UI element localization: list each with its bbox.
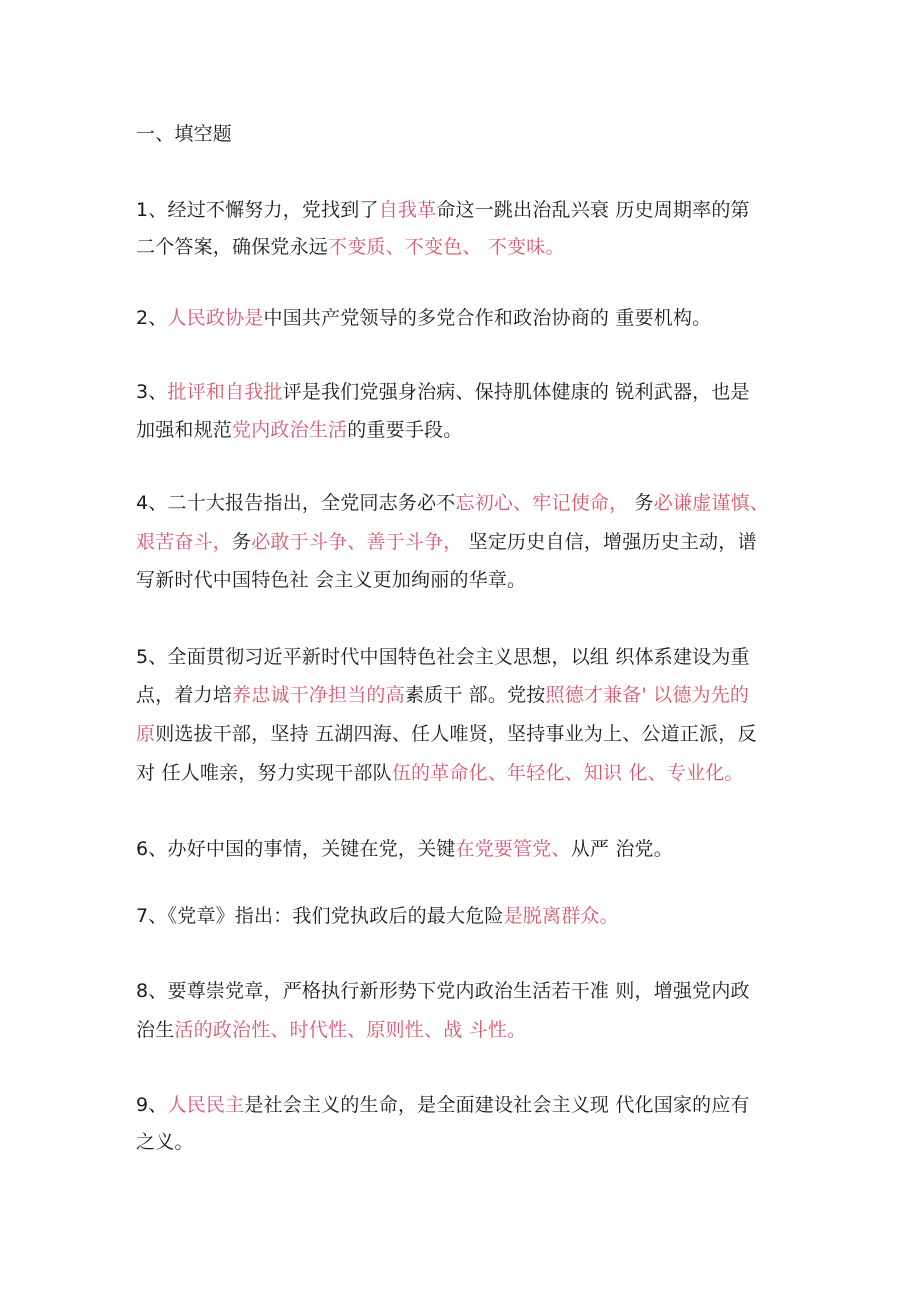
answer-highlight: 自我革 <box>378 199 437 221</box>
text-run: 之义。 <box>136 1131 194 1153</box>
answer-highlight: 党内政治生活 <box>232 419 348 441</box>
text-run: 的重要手段。 <box>347 419 463 441</box>
answer-highlight: 在党要管党、 <box>455 838 571 860</box>
text-run: 点，着力培 <box>136 684 233 706</box>
answer-highlight: 原 <box>136 723 156 745</box>
text-run: 务 <box>232 531 252 553</box>
question-line <box>136 235 565 259</box>
answer-highlight: 伍的革命化、年轻化、知识 化、专业化。 <box>391 762 744 784</box>
text-run: 9、 <box>136 1094 168 1116</box>
text-run: 从严 治党。 <box>570 838 673 860</box>
text-run: 5、全面贯彻习近平新时代中国特色社会主义思想，以组 织体系建设为重 <box>136 646 750 668</box>
text-run: 加强和规范 <box>136 419 233 441</box>
answer-highlight: 艰苦奋斗， <box>136 531 233 553</box>
text-run: 素质干 部。党按 <box>404 684 546 706</box>
question-line <box>136 491 769 515</box>
question-line <box>136 568 526 592</box>
text-run: 务 <box>628 492 654 514</box>
answer-highlight: 人民民主 <box>167 1094 245 1116</box>
answer-highlight: 批评和自我批 <box>167 381 283 403</box>
text-run: 二个答案，确保党永远 <box>136 236 329 258</box>
text-run: 6、办好中国的事情，关键在党，关键 <box>136 838 456 860</box>
question-line <box>136 380 750 404</box>
question-line <box>136 722 757 746</box>
question-line <box>136 1093 750 1117</box>
question-line <box>136 306 711 330</box>
text-run: 7、《党章》指出：我们党执政后的最大危险 <box>136 905 504 927</box>
question-line <box>136 418 462 442</box>
question-line <box>136 837 673 861</box>
answer-highlight: 必谦虚谨慎、 <box>653 492 769 514</box>
question-line <box>136 683 749 707</box>
text-run: 对 任人唯亲，努力实现干部队 <box>136 762 392 784</box>
question-line <box>136 198 750 222</box>
text-run: 8、要尊崇党章，严格执行新形势下党内政治生活若干准 则，增强党内政 <box>136 980 750 1002</box>
text-run: 2、 <box>136 307 168 329</box>
answer-highlight: 是脱离群众。 <box>503 905 619 927</box>
answer-highlight: 忘初心、牢记使命， <box>455 492 629 514</box>
question-line <box>136 645 750 669</box>
answer-highlight: 养忠诚干净担当的高 <box>232 684 405 706</box>
text-run: 写新时代中国特色社 会主义更加绚丽的华章。 <box>136 569 527 591</box>
section-title: 一、填空题 <box>136 123 233 145</box>
answer-highlight: 活的政治性、时代性、原则性、战 斗性。 <box>174 1019 527 1041</box>
text-run: 命这一跳出治乱兴衰 历史周期率的第 <box>436 199 750 221</box>
text-run: 则选拔干部，坚持 五湖四海、任人唯贤，坚持事业为上、公道正派，反 <box>155 723 757 745</box>
text-run: 坚定历史自信，增强历史主动，谱 <box>462 531 757 553</box>
text-run: 1、经过不懈努力，党找到了 <box>136 199 379 221</box>
text-run: 是社会主义的生命，是全面建设社会主义现 代化国家的应有 <box>244 1094 750 1116</box>
question-line <box>136 1130 194 1154</box>
answer-highlight: 不变质、不变色、 不变味。 <box>328 236 565 258</box>
text-run: 4、二十大报告指出，全党同志务必不 <box>136 492 456 514</box>
answer-highlight: 必敢于斗争、善于斗争， <box>251 531 463 553</box>
text-run: 3、 <box>136 381 168 403</box>
answer-highlight: 照德才兼备' 以德为先的 <box>545 684 750 706</box>
text-run: 评是我们党强身治病、保持肌体健康的 锐利武器，也是 <box>282 381 750 403</box>
question-line <box>136 1018 526 1042</box>
question-line <box>136 979 750 1003</box>
question-line <box>136 904 619 928</box>
text-run: 治生 <box>136 1019 175 1041</box>
text-run: 中国共产党领导的多党合作和政治协商的 重要机构。 <box>263 307 712 329</box>
question-line <box>136 530 757 554</box>
answer-highlight: 人民政协是 <box>167 307 264 329</box>
question-line <box>136 761 744 785</box>
